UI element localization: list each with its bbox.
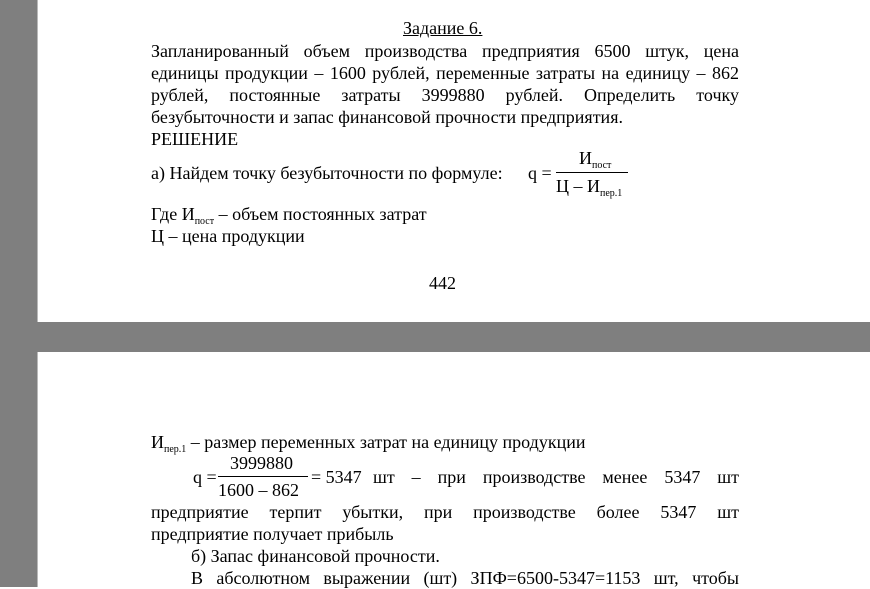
calc-lhs: q = — [193, 467, 217, 487]
safety-margin-line: В абсолютном выражении (шт) ЗПФ=6500-5347=1153 шт, чтобы — [191, 568, 739, 588]
calc-text: шт – при производстве менее 5347 шт — [373, 467, 739, 487]
calc-numerator: 3999880 — [230, 453, 293, 473]
task-line-3: рублей, постоянные затраты 3999880 рублей. Определить точку — [151, 85, 739, 105]
formula-numerator: $И_{пост}$ — [579, 148, 612, 171]
task-line-4: безубыточности и запас финансовой прочности предприятия. — [151, 107, 623, 127]
formula-intro: а) Найдем точку безубыточности по формуле: — [151, 163, 503, 183]
task-title: Задание 6. — [403, 18, 483, 38]
definition-price: Ц – цена продукции — [151, 226, 305, 246]
formula-lhs: q = — [528, 163, 552, 183]
solution-heading: РЕШЕНИЕ — [151, 129, 239, 149]
formula-fraction-bar — [556, 172, 628, 173]
formula-denominator: Ц – $И_{пер.1}$ — [556, 176, 623, 199]
definition-fixed-costs: Где $И_{пост}$ – объем постоянных затрат — [151, 204, 427, 227]
conclusion-line-1: предприятие терпит убытки, при производстве более 5347 шт — [151, 502, 739, 522]
calc-denominator: 1600 – 862 — [218, 480, 299, 500]
task-line-1: Запланированный объем производства предприятия 6500 штук, цена — [151, 41, 739, 61]
document-page-bottom — [37, 352, 870, 587]
calc-fraction-bar — [218, 476, 308, 477]
document-page-top — [37, 0, 870, 323]
page-separator — [0, 322, 870, 352]
calc-result: = 5347 — [311, 467, 362, 487]
conclusion-line-2: предприятие получает прибыль — [151, 524, 394, 544]
page-number: 442 — [429, 273, 456, 293]
task-line-2: единицы продукции – 1600 рублей, переменные затраты на единицу – 862 — [151, 63, 739, 83]
definition-variable-costs: $И_{пер.1}$ – размер переменных затрат на единицу продукции — [151, 432, 586, 455]
safety-margin-heading: б) Запас финансовой прочности. — [191, 546, 440, 566]
viewer-background-left — [0, 0, 37, 587]
